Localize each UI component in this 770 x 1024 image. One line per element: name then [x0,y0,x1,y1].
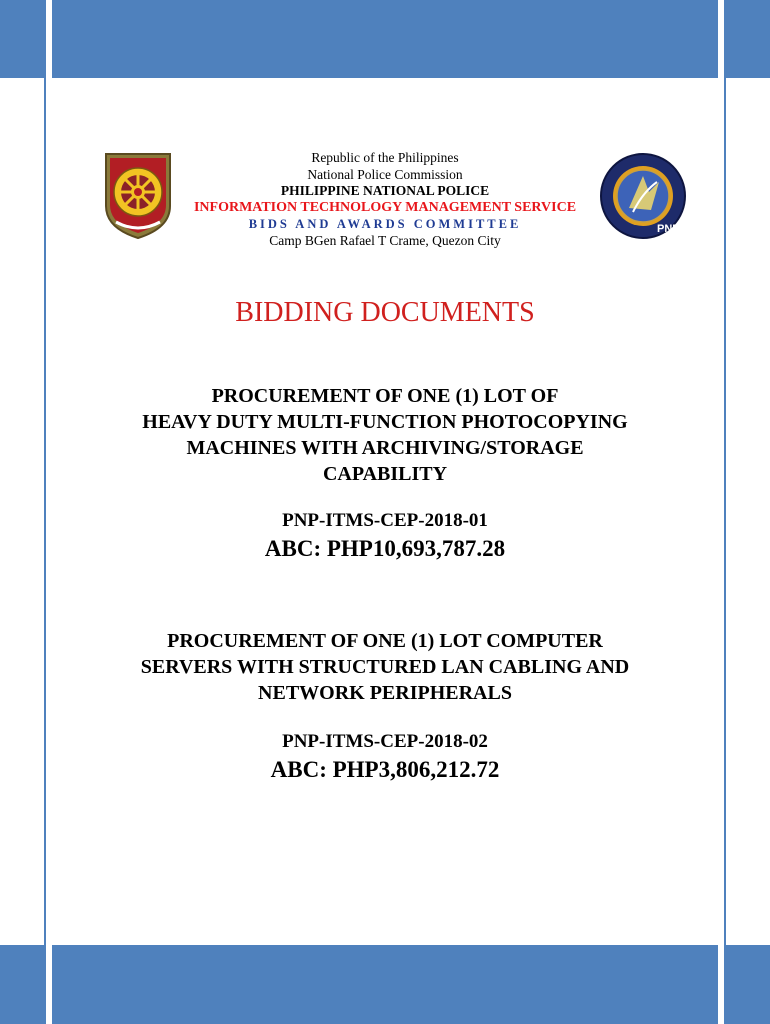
bac-line: BIDS AND AWARDS COMMITTEE [248,217,522,231]
bottom-band [52,945,718,1024]
procurement-2 [60,628,710,706]
procurement-1-abc: ABC: PHP10,693,787.28 [264,536,506,561]
pnp-line: PHILIPPINE NATIONAL POLICE [280,183,490,198]
procurement-2-line: SERVERS WITH STRUCTURED LAN CABLING AND [140,656,630,678]
napolcom-line: National Police Commission [307,166,463,182]
top-left-band [0,0,44,78]
procurement-2-line: PROCUREMENT OF ONE (1) LOT COMPUTER [167,630,603,652]
procurement-1-line: MACHINES WITH ARCHIVING/STORAGE [186,437,584,459]
itms-badge-text: PNP [657,223,680,235]
letterhead [170,150,600,249]
procurement-1-line: HEAVY DUTY MULTI-FUNCTION PHOTOCOPYING [142,411,628,433]
procurement-2-reference: PNP-ITMS-CEP-2018-02 [282,731,488,752]
procurement-1-line: CAPABILITY [322,463,448,485]
right-margin-line [724,0,726,1024]
procurement-2-abc: ABC: PHP3,806,212.72 [270,757,500,782]
page-title: BIDDING DOCUMENTS [235,297,535,328]
procurement-1 [60,383,710,487]
pnp-seal-icon [102,148,174,240]
procurement-1-line: PROCUREMENT OF ONE (1) LOT OF [211,385,559,407]
itms-line: INFORMATION TECHNOLOGY MANAGEMENT SERVICE [193,199,577,215]
top-right-band [726,0,770,78]
address-line: Camp BGen Rafael T Crame, Quezon City [269,232,501,248]
bottom-right-band [726,945,770,1024]
left-margin-line [44,0,46,1024]
itms-seal-icon [599,152,687,240]
procurement-2-line: NETWORK PERIPHERALS [258,682,512,704]
procurement-1-reference: PNP-ITMS-CEP-2018-01 [282,510,488,531]
top-band [52,0,718,78]
bottom-left-band [0,945,44,1024]
republic-line: Republic of the Philippines [311,150,459,165]
